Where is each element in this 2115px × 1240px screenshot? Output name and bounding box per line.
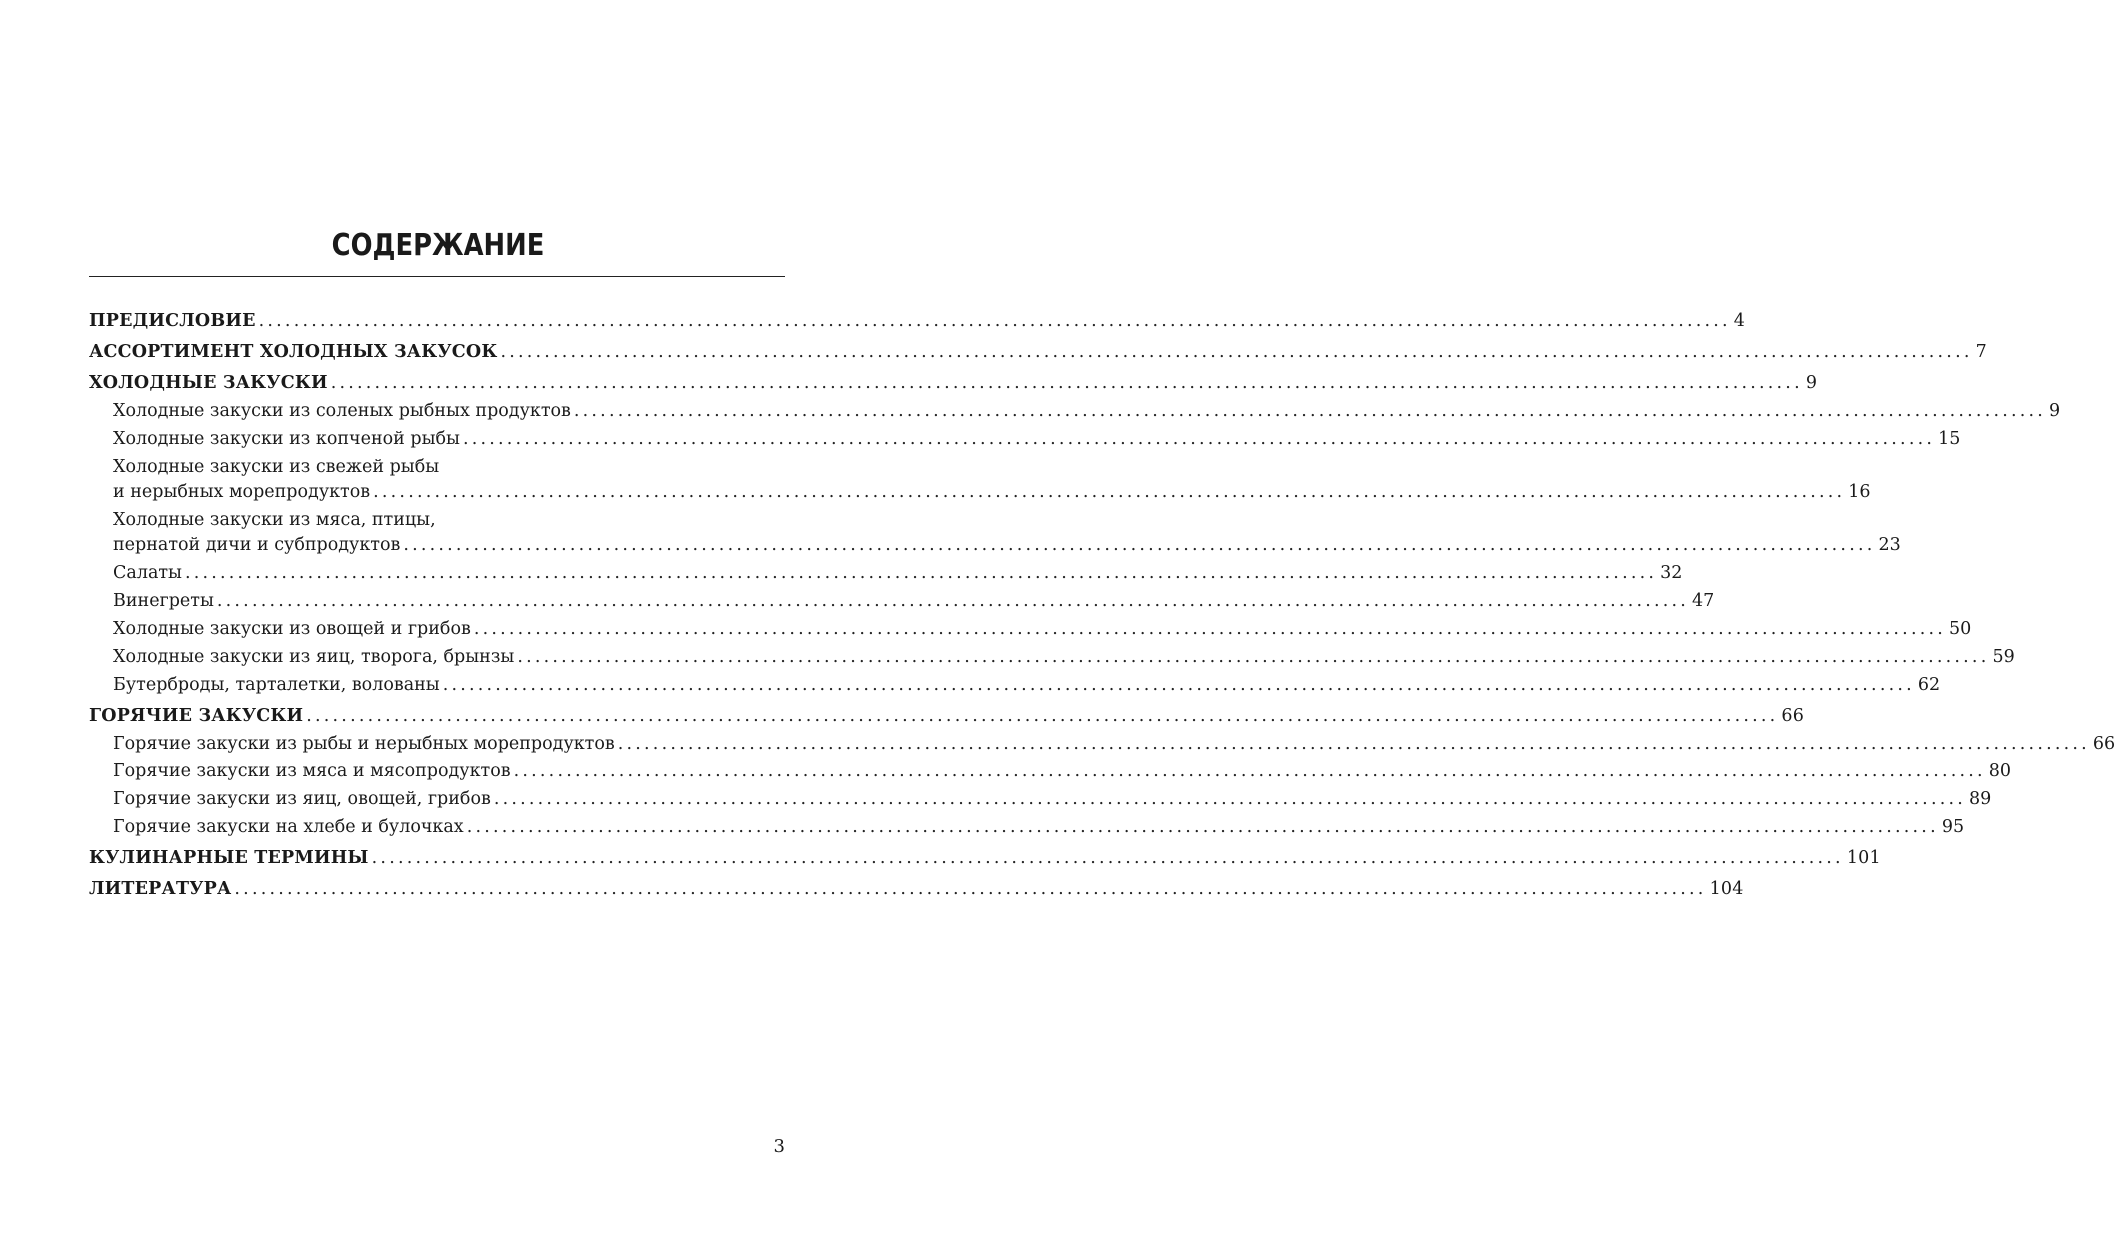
toc-subentry[interactable] [113, 455, 1871, 504]
toc-entry-literature[interactable] [89, 877, 1744, 901]
toc-entry-page: 4 [1733, 311, 1746, 331]
toc-subentry[interactable] [113, 787, 1992, 811]
toc-entry-label: ЛИТЕРАТУРА [89, 879, 232, 899]
toc-entry-page: 80 [1988, 761, 2012, 781]
toc-entry-label: Горячие закуски из рыбы и нерыбных морепродуктов [113, 734, 615, 754]
toc-subentry[interactable] [113, 399, 2061, 423]
toc-entry-label: Горячие закуски из мяса и мясопродуктов [113, 761, 511, 781]
toc-subentry[interactable] [113, 815, 1965, 839]
toc-entry-label: Горячие закуски из яиц, овощей, грибов [113, 789, 491, 809]
toc-entry-label: Холодные закуски из яиц, творога, брынзы [113, 647, 515, 667]
toc-entry-cold-appetizers[interactable] [89, 371, 1818, 395]
dot-leader: ........................................................................................................................................................................ [513, 761, 1986, 781]
toc-entry-page: 9 [1805, 373, 1818, 393]
toc-entry-page: 95 [1941, 817, 1965, 837]
dot-leader: ........................................................................................................................................................................ [184, 563, 1658, 583]
dot-leader: ........................................................................................................................................................................ [466, 817, 1939, 837]
toc-subentry[interactable] [113, 561, 1683, 585]
dot-leader: ........................................................................................................................................................................ [573, 401, 2047, 421]
toc-entry-page: 104 [1709, 879, 1744, 899]
toc-entry-assortment[interactable] [89, 340, 1987, 364]
toc-subentry[interactable] [113, 617, 1972, 641]
dot-leader: ........................................................................................................................................................................ [258, 311, 1731, 331]
toc-subentry[interactable] [113, 427, 1961, 451]
toc-subentry[interactable] [113, 589, 1715, 613]
dot-leader: ........................................................................................................................................................................ [442, 675, 1915, 695]
dot-leader: ........................................................................................................................................................................ [216, 591, 1690, 611]
toc-entry-culinary-terms[interactable] [89, 846, 1881, 870]
toc-entry-label: Холодные закуски из соленых рыбных продуктов [113, 401, 571, 421]
toc-entry-label: Горячие закуски на хлебе и булочках [113, 817, 464, 837]
dot-leader: ........................................................................................................................................................................ [330, 373, 1803, 393]
dot-leader: ........................................................................................................................................................................ [371, 848, 1844, 868]
toc-entry-page: 23 [1878, 535, 1901, 555]
toc-entry-label: Салаты [113, 563, 182, 583]
toc-entry-label: и нерыбных морепродуктов [113, 482, 371, 502]
toc-entry-page: 59 [1992, 647, 2015, 667]
toc-entry-label: КУЛИНАРНЫЕ ТЕРМИНЫ [89, 848, 369, 868]
toc-entry-label: АССОРТИМЕНТ ХОЛОДНЫХ ЗАКУСОК [89, 342, 498, 362]
toc-subentry[interactable] [113, 759, 2012, 783]
toc-entry-hot-appetizers[interactable] [89, 704, 1805, 728]
toc-subentry[interactable] [113, 732, 2115, 756]
toc-entry-preface[interactable] [89, 309, 1746, 333]
dot-leader: ........................................................................................................................................................................ [403, 535, 1876, 555]
toc-entry-page: 89 [1969, 789, 1992, 809]
toc-entry-page: 50 [1949, 619, 1972, 639]
dot-leader: ........................................................................................................................................................................ [500, 342, 1973, 362]
toc-entry-label: Холодные закуски из овощей и грибов [113, 619, 471, 639]
toc-entry-page: 66 [1781, 706, 1805, 726]
dot-leader: ........................................................................................................................................................................ [234, 879, 1707, 899]
dot-leader: ........................................................................................................................................................................ [373, 482, 1846, 502]
toc-entry-page: 16 [1848, 482, 1871, 502]
dot-leader: ........................................................................................................................................................................ [517, 647, 1990, 667]
toc-entry-page: 66 [2092, 734, 2115, 754]
dot-leader: ........................................................................................................................................................................ [473, 619, 1946, 639]
toc-entry-label: Винегреты [113, 591, 214, 611]
toc-entry-page: 101 [1846, 848, 1881, 868]
toc-entry-label: ХОЛОДНЫЕ ЗАКУСКИ [89, 373, 328, 393]
toc-entry-label: ГОРЯЧИЕ ЗАКУСКИ [89, 706, 304, 726]
toc-subentry[interactable] [113, 508, 1901, 557]
toc-entry-label: Холодные закуски из копченой рыбы [113, 429, 460, 449]
title-rule [89, 276, 785, 277]
toc-entry-label: пернатой дичи и субпродуктов [113, 535, 401, 555]
toc-entry-page: 47 [1692, 591, 1715, 611]
toc-entry-page: 9 [2049, 401, 2061, 421]
toc-entry-label: Бутерброды, тарталетки, волованы [113, 675, 440, 695]
toc-entry-label-first-line: Холодные закуски из свежей рыбы [113, 457, 440, 477]
dot-leader: ........................................................................................................................................................................ [493, 789, 1966, 809]
page-title: СОДЕРЖАНИЕ [331, 228, 545, 263]
dot-leader: ........................................................................................................................................................................ [306, 706, 1779, 726]
toc-entry-page: 62 [1917, 675, 1941, 695]
toc-subentry[interactable] [113, 645, 2015, 669]
toc-entry-page: 7 [1975, 342, 1987, 362]
toc-entry-page: 32 [1660, 563, 1683, 583]
dot-leader: ........................................................................................................................................................................ [462, 429, 1936, 449]
dot-leader: ........................................................................................................................................................................ [617, 734, 2090, 754]
page-number: 3 [773, 1136, 785, 1157]
toc-entry-label-first-line: Холодные закуски из мяса, птицы, [113, 510, 436, 530]
toc-entry-page: 15 [1938, 429, 1961, 449]
toc-subentry[interactable] [113, 673, 1941, 697]
toc-entry-label: ПРЕДИСЛОВИЕ [89, 311, 256, 331]
